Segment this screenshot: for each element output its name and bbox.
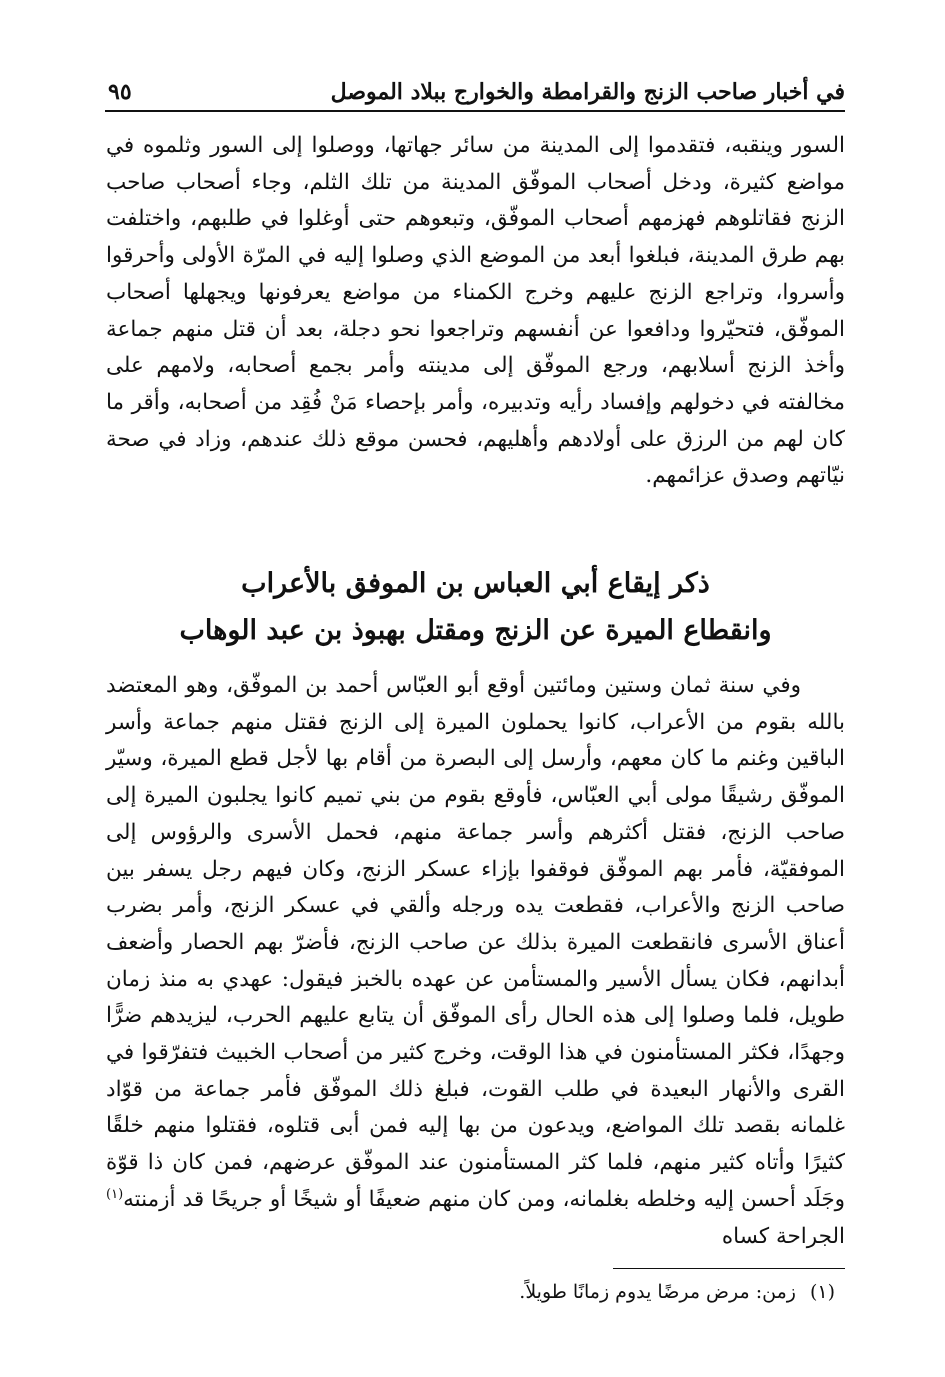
section-paragraph [106, 668, 845, 1255]
footnote-rule [613, 1268, 845, 1269]
footnote-text: زمن: مرض مرضًا يدوم زمانًا طويلاً. [519, 1281, 796, 1303]
section-heading-line-2: وانقطاع الميرة عن الزنج ومقتل بهبوذ بن عبد الوهاب [179, 615, 772, 646]
footnote-reference: (١) [106, 1186, 124, 1202]
paragraph-continued: السور وينقبه، فتقدموا إلى المدينة من سائر جهاتها، ووصلوا إلى السور وثلموه في مواضع كثيرة، ودخل أصحاب الموفّق المدينة من تلك الثلم، وجاء أصحاب صاحب الزنج فقاتلوهم فهزمهم أصحاب الموفّق، وتبعوهم حتى أوغلوا في طلبهم، واختلفت بهم طرق المدينة، فبلغوا أبعد من الموضع الذي وصلوا إليه في المرّة الأولى وأحرقوا وأسروا، وتراجع الزنج عليهم وخرج الكمناء من مواضع يعرفونها ويجهلها أصحاب الموفّق، فتحيّروا ودافعوا عن أنفسهم وتراجعوا نحو دجلة، بعد أن قتل منهم جماعة وأخذ الزنج أسلابهم، ورجع الموفّق إلى مدينته وأمر بجمع أصحابه، ولامهم على مخالفته في دخولهم وإفساد رأيه وتدبيره، وأمر بإحصاء مَنْ فُقِد من أصحابه، وأقر ما كان لهم من الرزق على أولادهم وأهليهم، فحسن موقع ذلك عندهم، وزاد في صحة نيّاتهم وصدق عزائمهم. [106, 133, 845, 489]
page-number: ٩٥ [108, 79, 132, 105]
footnote [106, 1276, 835, 1308]
section-paragraph-text: وفي سنة ثمان وستين ومائتين أوقع أبو العبّاس أحمد بن الموفّق، وهو المعتضد بالله بقوم من الأعراب، كانوا يحملون الميرة إلى الزنج فقتل منهم جماعة وأسر الباقين وغنم ما كان معهم، وأرسل إلى البصرة من أقام بها لأجل قطع الميرة، وسيّر الموفّق رشيقًا مولى أبي العبّاس، فأوقع بقوم من بني تميم كانوا يجلبون الميرة إلى صاحب الزنج، فقتل أكثرهم وأسر جماعة منهم، فحمل الأسرى والرؤوس إلى الموفقيّة، فأمر بهم الموفّق فوقفوا بإزاء عسكر الزنج، وكان فيهم رجل يسفر بين صاحب الزنج والأعراب، فقطعت يده ورجله وألقي في عسكر الزنج، وأمر بضرب أعناق الأسرى فانقطعت الميرة بذلك عن صاحب الزنج، فأضرّ بهم الحصار وأضعف أبدانهم، فكان يسأل الأسير والمستأمن عن عهده بالخبز فيقول: عهدي به منذ زمان طويل، فلما وصلوا إلى هذه الحال رأى الموفّق أن يتابع عليهم الحرب، ليزيدهم ضرًّا وجهدًا، فكثر المستأمنون في هذا الوقت، وخرج كثير من أصحاب الخبيث فتفرّقوا في القرى والأنهار البعيدة في طلب القوت، فبلغ ذلك الموفّق فأمر جماعة من قوّاد غلمانه بقصد تلك المواضع، ويدعون من بها إليه فمن أبى قتلوه، فقتلوا منهم خلقًا كثيرًا وأتاه كثير منهم، فلما كثر المستأمنون عند الموفّق عرضهم، فمن كان ذا قوّة وجَلَد أحسن إليه وخلطه بغلمانه، ومن كان منهم ضعيفًا أو شيخًا أو جريحًا قد أزمنته [106, 673, 845, 1212]
section-heading [106, 560, 845, 654]
footnote-number: (١) [809, 1281, 835, 1303]
section-paragraph-tail: الجراحة كساه [721, 1223, 845, 1249]
running-header [108, 72, 845, 106]
header-rule [105, 110, 845, 112]
running-title: في أخبار صاحب الزنج والقرامطة والخوارج ببلاد الموصل [330, 79, 845, 105]
section-heading-line-1: ذكر إيقاع أبي العباس بن الموفق بالأعراب [241, 568, 710, 599]
